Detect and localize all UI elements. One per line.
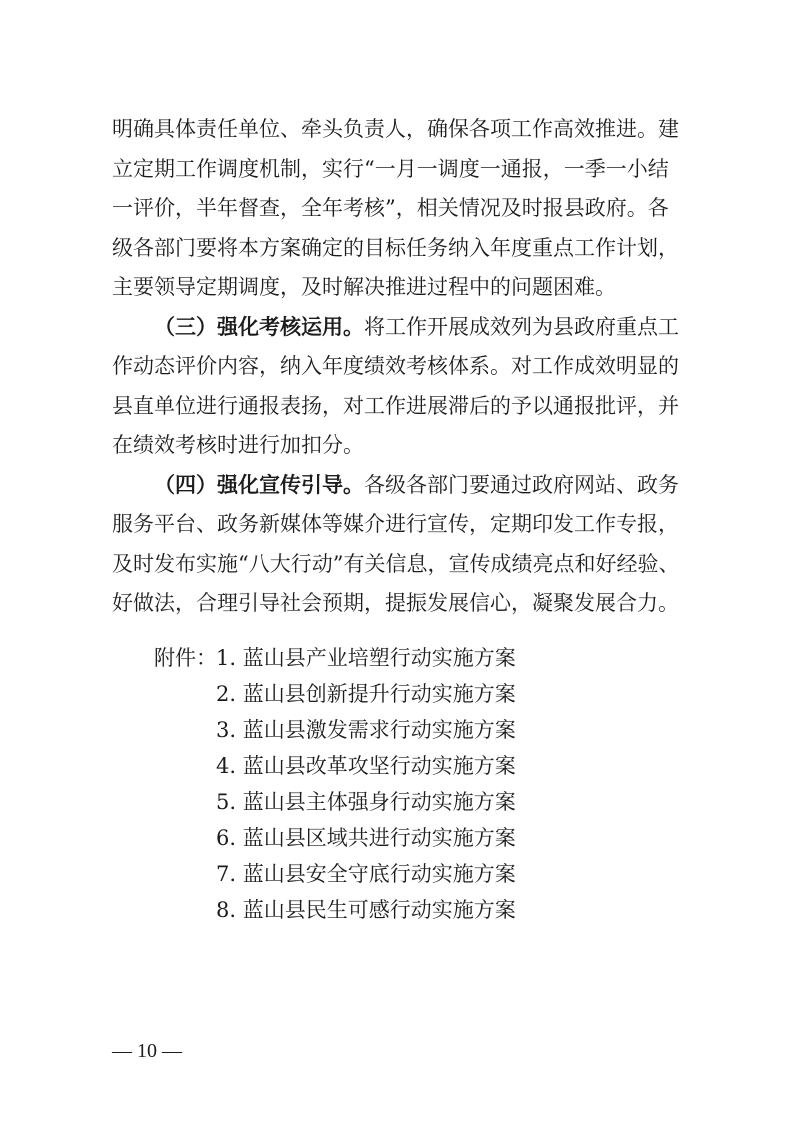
text-line: 好做法，合理引导社会预期，提振发展信心，凝聚发展合力。 xyxy=(112,591,679,615)
text-line: 服务平台、政务新媒体等媒介进行宣传，定期印发工作专报， xyxy=(112,512,679,536)
page-number: — 10 — xyxy=(112,1040,182,1062)
text-line: 及时发布实施“八大行动”有关信息，宣传成绩亮点和好经验、 xyxy=(112,552,680,576)
attachment-item: 6. 蓝山县区域共进行动实施方案 xyxy=(216,826,516,850)
section-heading: （三）强化考核运用。 xyxy=(154,314,364,339)
text-line: 作动态评价内容，纳入年度绩效考核体系。对工作成效明显的 xyxy=(112,354,679,378)
attachment-item: 5. 蓝山县主体强身行动实施方案 xyxy=(216,790,516,814)
text-line xyxy=(154,313,694,341)
text-line: 在绩效考核时进行加扣分。 xyxy=(112,433,364,457)
text-line: 县直单位进行通报表扬，对工作进展滞后的予以通报批评，并 xyxy=(112,394,679,418)
attachment-item: 3. 蓝山县激发需求行动实施方案 xyxy=(216,718,516,742)
text-line: 级各部门要将本方案确定的目标任务纳入年度重点工作计划， xyxy=(112,236,679,260)
attachments-label: 附件： xyxy=(154,646,217,670)
attachment-item: 8. 蓝山县民生可感行动实施方案 xyxy=(216,898,516,922)
text-line xyxy=(154,471,694,499)
text-line: 明确具体责任单位、牵头负责人，确保各项工作高效推进。建 xyxy=(112,117,679,141)
text-line: 立定期工作调度机制，实行“一月一调度一通报，一季一小结 xyxy=(112,157,669,181)
attachment-item: 7. 蓝山县安全守底行动实施方案 xyxy=(216,862,516,886)
text-line: 一评价，半年督查，全年考核”，相关情况及时报县政府。各 xyxy=(112,196,669,220)
attachment-item: 2. 蓝山县创新提升行动实施方案 xyxy=(216,682,516,706)
attachment-item: 1. 蓝山县产业培塑行动实施方案 xyxy=(216,646,516,670)
attachment-item: 4. 蓝山县改革攻坚行动实施方案 xyxy=(216,754,516,778)
text-line: 主要领导定期调度，及时解决推进过程中的问题困难。 xyxy=(112,275,616,299)
text-span: 将工作开展成效列为县政府重点工 xyxy=(364,315,679,339)
section-heading: （四）强化宣传引导。 xyxy=(154,472,364,497)
text-span: 各级各部门要通过政府网站、政务 xyxy=(364,473,679,497)
